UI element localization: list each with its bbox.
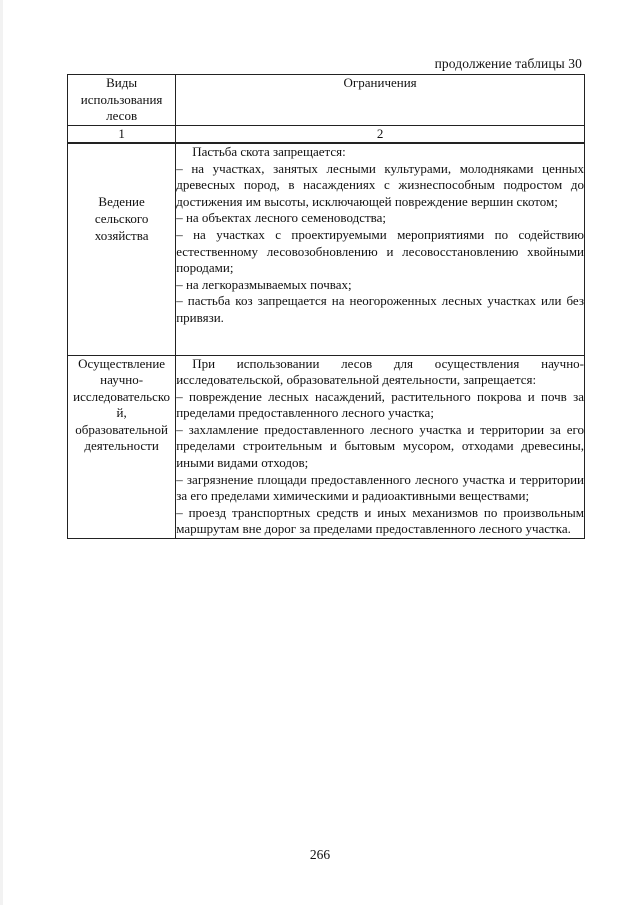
restriction-item: – повреждение лесных насаждений, растительного покрова и почв за пределами предоставленного лесного участка; [176,388,584,421]
table-row [68,355,585,539]
column-number-1: 1 [68,126,176,144]
page-number: 266 [309,847,331,862]
column-number-row [68,126,585,144]
restriction-item: – пастьба коз запрещается на неогороженных лесных участках или без привязи. [176,293,584,325]
column-header-restrictions: Ограничения [176,75,585,126]
restrictions-cell [176,143,585,355]
restrictions-cell [176,355,585,539]
restriction-item: – проезд транспортных средств и иных механизмов по произвольным маршрутам вне дорог за пределами предоставленного лесного участка. [176,504,584,537]
scan-edge [0,0,3,905]
restriction-item: При использовании лесов для осуществления научно-исследовательской, образовательной деятельности, запрещается: [176,355,584,388]
usage-cell [68,355,176,539]
table-continuation-label: продолжение таблицы 30 [434,56,582,71]
column-number-2: 2 [176,126,585,144]
restriction-item: – загрязнение площади предоставленного лесного участка и территории за его пределами химическими и радиоактивными веществами; [176,471,584,504]
restriction-item: – захламление предоставленного лесного участка и территории за его пределами строительным и бытовым мусором, отходами древесины, иными видами отходов; [176,421,584,471]
usage-cell [68,143,176,355]
restriction-item: Пастьба скота запрещается: [192,144,346,159]
restriction-item: – на участках, занятых лесными культурами, молодняками ценных древесных пород, в насаждениях с жизнеспособным подростом до достижения им высоты, исключающей повреждение вершин скотом; [176,160,584,209]
restriction-item: – на объектах лесного семеноводства; [176,210,387,226]
usage-label: Осуществление научно-исследовательской, образовательной деятельности [73,355,171,454]
column-header-usage: Виды использования лесов [68,75,176,126]
restriction-item: – на участках с проектируемыми мероприятиями по содействию естественному лесовозобновлению и лесовосстановлению хвойными породами; [176,226,584,276]
restriction-item: – на легкоразмываемых почвах; [176,276,352,292]
restrictions-table [67,74,585,539]
table-row [68,143,585,355]
usage-label: Ведение сельского хозяйства [94,194,149,243]
table-header-row [68,75,585,126]
